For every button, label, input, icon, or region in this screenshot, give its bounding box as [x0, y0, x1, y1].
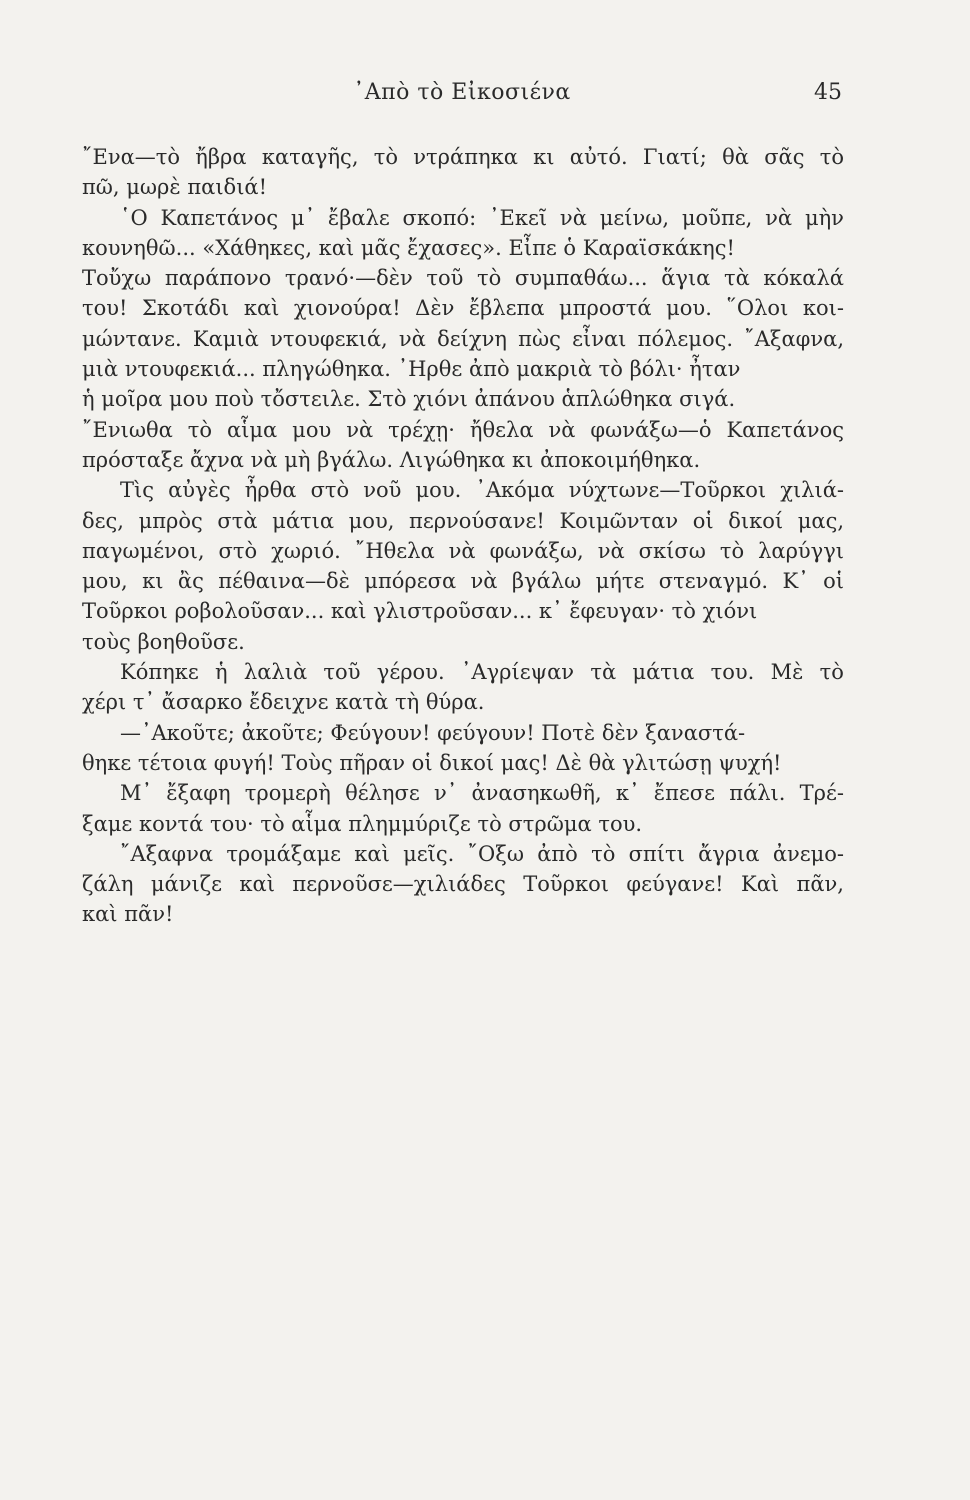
text-line: πῶ, μωρὲ παιδιά!	[82, 175, 268, 200]
text-line: Τὶς αὐγὲς ἦρθα στὸ νοῦ μου. ᾿Ακόμα νύχτωνε—Τοῦρκοι χιλιά-	[120, 478, 844, 503]
text-line: ῾Ο Καπετάνος μ᾿ ἔβαλε σκοπό: ᾿Εκεῖ νὰ μείνω, μοῦπε, νὰ μὴν	[120, 205, 844, 230]
text-line: μιὰ ντουφεκιά... πληγώθηκα. ᾿Ηρθε ἀπὸ μακριὰ τὸ βόλι· ἦταν	[82, 357, 741, 382]
text-line: μου, κι ἂς πέθαινα—δὲ μπόρεσα νὰ βγάλω μήτε στεναγμό. Κ᾿ οἱ	[82, 569, 844, 594]
text-line: του! Σκοτάδι καὶ χιονούρα! Δὲν ἔβλεπα μπροστά μου. ῞Ολοι κοι-	[82, 296, 844, 321]
text-line: παγωμένοι, στὸ χωριό. ῎Ηθελα νὰ φωνάξω, νὰ σκίσω τὸ λαρύγγι	[82, 538, 844, 563]
text-line: Τοῦρκοι ροβολοῦσαν... καὶ γλιστροῦσαν... κ᾿ ἔφευγαν· τὸ χιόνι	[82, 599, 758, 624]
text-line: ῎Αξαφνα τρομάξαμε καὶ μεῖς. ῎Οξω ἀπὸ τὸ σπίτι ἄγρια ἀνεμο-	[120, 841, 844, 866]
page-number: 45	[814, 80, 842, 105]
text-line: καὶ πᾶν!	[82, 902, 174, 927]
text-line: ῎Ενα—τὸ ἤβρα καταγῆς, τὸ ντράπηκα κι αὐτό. Γιατί; θὰ σᾶς τὸ	[82, 145, 844, 169]
text-line: ξαμε κοντά του· τὸ αἷμα πλημμύριζε τὸ στρῶμα του.	[82, 811, 643, 836]
text-line: θηκε τέτοια φυγή! Τοὺς πῆραν οἱ δικοί μας! Δὲ θὰ γλιτώσῃ ψυχή!	[82, 750, 782, 775]
text-line: —᾿Ακοῦτε; ἀκοῦτε; Φεύγουν! φεύγουν! Ποτὲ δὲν ξαναστά-	[120, 720, 746, 745]
text-line: Τοὔχω παράπονο τρανό·—δὲν τοῦ τὸ συμπαθάω... ἅγια τὰ κόκαλά	[82, 266, 844, 291]
text-line: ζάλη μάνιζε καὶ περνοῦσε—χιλιάδες Τοῦρκοι φεύγανε! Καὶ πᾶν,	[82, 872, 844, 897]
text-line: δες, μπρὸς στὰ μάτια μου, περνούσανε! Κοιμῶνταν οἱ δικοί μας,	[82, 508, 844, 533]
text-line: κουνηθῶ... «Χάθηκες, καὶ μᾶς ἔχασες». Εἶπε ὁ Καραϊσκάκης!	[82, 235, 735, 260]
text-line: χέρι τ᾿ ἄσαρκο ἔδειχνε κατὰ τὴ θύρα.	[82, 690, 485, 715]
text-line: ῎Ενιωθα τὸ αἷμα μου νὰ τρέχῃ· ἤθελα νὰ φωνάξω—ὁ Καπετάνος	[82, 417, 844, 442]
page-header	[82, 80, 842, 120]
text-line: πρόσταξε ἄχνα νὰ μὴ βγάλω. Λιγώθηκα κι ἀποκοιμήθηκα.	[82, 447, 701, 472]
body-text	[82, 142, 844, 930]
text-line: τοὺς βοηθοῦσε.	[82, 629, 245, 654]
text-line: Κόπηκε ἡ λαλιὰ τοῦ γέρου. ᾿Αγρίεψαν τὰ μάτια του. Μὲ τὸ	[120, 660, 844, 685]
text-line: Μ᾿ ἔξαφη τρομερὴ θέλησε ν᾿ ἀνασηκωθῆ, κ᾿ ἔπεσε πάλι. Τρέ-	[120, 781, 844, 806]
text-line: ἡ μοῖρα μου ποὺ τὄστειλε. Στὸ χιόνι ἀπάνου ἁπλώθηκα σιγά.	[82, 387, 736, 412]
running-title: ᾿Απὸ τὸ Εἰκοσιένα	[353, 80, 571, 105]
text-line: μώντανε. Καμιὰ ντουφεκιά, νὰ δείχνη πὼς εἶναι πόλεμος. ῎Αξαφνα,	[82, 326, 844, 351]
